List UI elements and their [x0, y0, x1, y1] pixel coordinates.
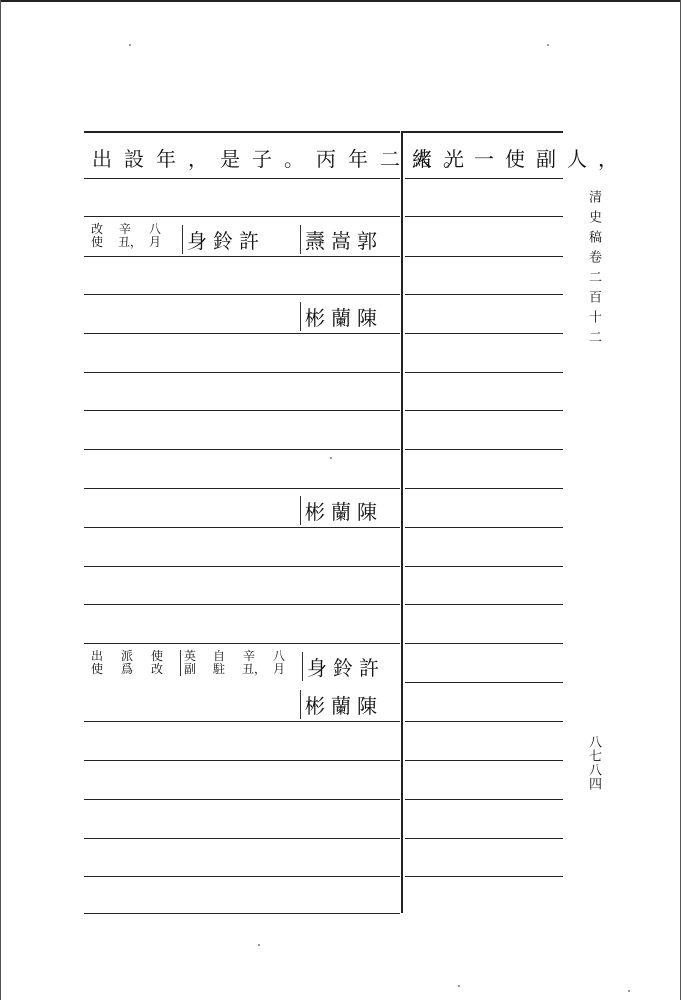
row-rule	[84, 876, 400, 877]
row-rule	[405, 372, 563, 373]
row-rule	[405, 256, 563, 257]
running-title: 清史稿卷二百十二	[586, 190, 601, 350]
row-rule	[405, 294, 563, 295]
row1-note-col3: 八月	[148, 222, 161, 249]
row-rule	[84, 760, 400, 761]
scan-speck	[129, 44, 131, 46]
row-rule	[84, 604, 400, 605]
scan-speck	[628, 990, 630, 992]
header-right-text: 人。一使副人，	[412, 147, 629, 171]
row-rule	[405, 876, 563, 877]
row-rule	[84, 449, 400, 450]
row-rule	[405, 449, 563, 450]
table-top-rule-right	[403, 131, 563, 133]
row-rule	[405, 604, 563, 605]
column-divider	[401, 131, 403, 913]
row-rule	[405, 760, 563, 761]
row1-note-col1: 改使	[90, 222, 103, 249]
row4-note-col6: 辛丑，	[242, 649, 267, 676]
row1-note-col2: 辛丑，	[118, 222, 143, 249]
row4-note-col3: 使改	[150, 649, 163, 676]
row4-note-col4: 英副	[180, 650, 197, 676]
row3-name-right: 彬蘭陳	[300, 496, 383, 525]
scan-speck	[258, 944, 260, 946]
row-rule	[84, 372, 400, 373]
page-top-border	[0, 0, 681, 2]
row4-note-col7: 八月	[272, 649, 285, 676]
row-rule	[405, 566, 563, 567]
row2-name-right: 彬蘭陳	[300, 302, 383, 331]
row-rule	[84, 488, 400, 489]
row-rule	[84, 410, 400, 411]
row-rule	[405, 643, 563, 644]
table-bottom-rule-left	[84, 913, 400, 914]
row-rule	[405, 527, 563, 528]
scan-speck	[458, 985, 460, 987]
row-rule	[405, 333, 563, 334]
row-rule	[405, 216, 563, 217]
row4-note-col2: 派爲	[120, 649, 133, 676]
row-rule	[84, 527, 400, 528]
header-left-text: 出設年，是子。丙年二緒光	[92, 147, 476, 171]
row-rule	[405, 178, 563, 179]
row-rule	[405, 682, 563, 683]
row-rule	[84, 643, 400, 644]
row-rule	[84, 178, 400, 179]
row-rule	[84, 838, 400, 839]
row-rule	[84, 294, 400, 295]
row-rule	[84, 256, 400, 257]
row-rule	[84, 566, 400, 567]
row1-name-right: 燾嵩郭	[300, 225, 383, 254]
row4-name-right: 身鈴許	[302, 652, 385, 681]
row4-note-col5: 自駐	[212, 649, 225, 676]
row-rule	[405, 799, 563, 800]
row-rule	[405, 488, 563, 489]
page-number: 八七八四	[586, 735, 601, 791]
row-rule	[84, 721, 400, 722]
row-rule	[405, 838, 563, 839]
table-top-rule-left	[84, 131, 400, 133]
row-rule	[405, 410, 563, 411]
row-rule	[84, 333, 400, 334]
row-rule	[405, 721, 563, 722]
row4-note-col1: 出使	[90, 649, 103, 676]
row-rule	[84, 799, 400, 800]
page-left-edge	[0, 0, 1, 1000]
scan-speck	[330, 457, 332, 459]
row1-name-mid: 身鈴許	[182, 225, 265, 254]
scan-speck	[547, 44, 549, 46]
row-rule	[84, 216, 400, 217]
row5-name-right: 彬蘭陳	[300, 690, 383, 719]
